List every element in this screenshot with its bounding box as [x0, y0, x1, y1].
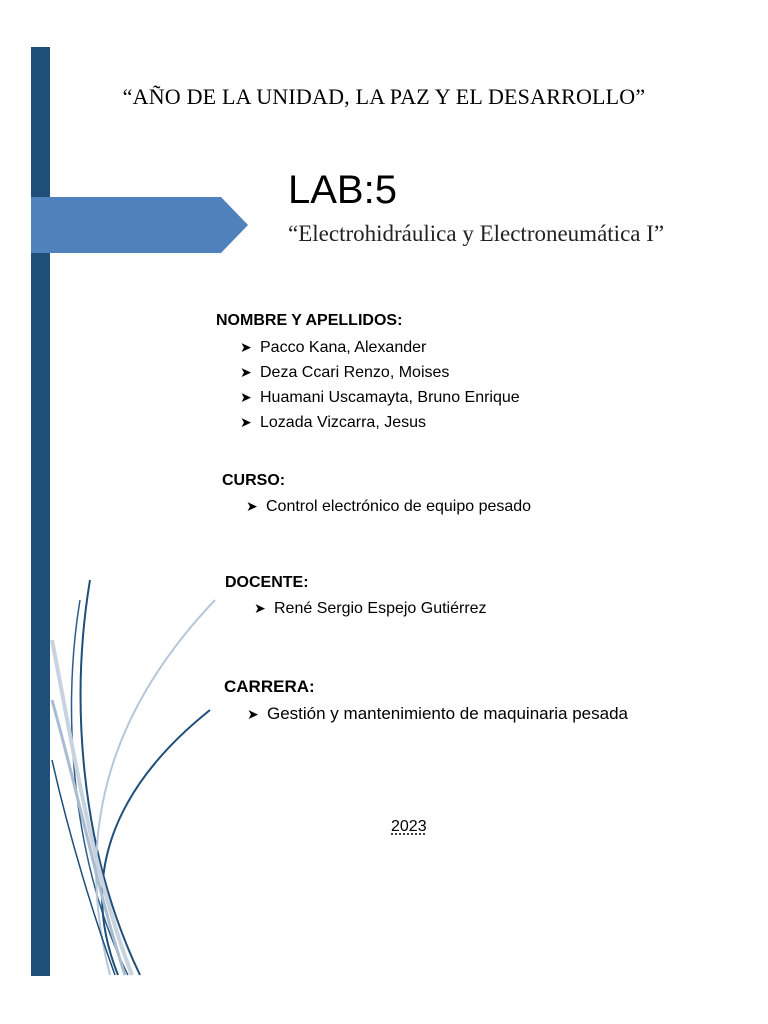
career-list: [247, 701, 628, 726]
lab-title: LAB:5: [288, 168, 397, 212]
curve-line: [52, 760, 115, 975]
arrowhead-bullet-icon: ➤: [240, 339, 252, 355]
arrowhead-bullet-icon: ➤: [247, 706, 259, 722]
list-item: [254, 596, 487, 621]
student-name: Deza Ccari Renzo, Moises: [260, 364, 450, 381]
decorative-side-bar: [31, 47, 50, 976]
list-item: [240, 385, 520, 410]
teacher-name: René Sergio Espejo Gutiérrez: [274, 600, 487, 617]
list-item: [240, 360, 520, 385]
arrowhead-bullet-icon: ➤: [240, 414, 252, 430]
lab-subtitle: “Electrohidráulica y Electroneumática I”: [288, 221, 665, 246]
decorative-arrow-banner: [31, 197, 248, 253]
curve-line: [52, 700, 125, 975]
course-list: [246, 494, 531, 519]
list-item: [247, 701, 628, 726]
student-name: Pacco Kana, Alexander: [260, 339, 427, 356]
arrowhead-bullet-icon: ➤: [246, 498, 258, 514]
career-name: Gestión y mantenimiento de maquinaria pesada: [267, 704, 628, 723]
curve-line: [52, 640, 132, 975]
list-item: [240, 335, 520, 360]
students-list: [240, 335, 520, 435]
list-item: [240, 410, 520, 435]
arrowhead-bullet-icon: ➤: [240, 364, 252, 380]
arrowhead-bullet-icon: ➤: [240, 389, 252, 405]
year: 2023: [391, 818, 427, 835]
students-label: NOMBRE Y APELLIDOS:: [216, 312, 403, 329]
curve-line: [102, 710, 210, 975]
teacher-label: DOCENTE:: [225, 574, 309, 591]
arrowhead-bullet-icon: ➤: [254, 600, 266, 616]
curve-line: [71, 600, 128, 975]
year-motto: “AÑO DE LA UNIDAD, LA PAZ Y EL DESARROLLO”: [122, 84, 646, 109]
curve-line: [81, 580, 140, 975]
course-label: CURSO:: [222, 472, 286, 489]
course-name: Control electrónico de equipo pesado: [266, 498, 532, 515]
teacher-list: [254, 596, 487, 621]
list-item: [246, 494, 531, 519]
career-label: CARRERA:: [224, 677, 315, 696]
curve-line: [96, 600, 215, 975]
student-name: Lozada Vizcarra, Jesus: [260, 414, 427, 431]
student-name: Huamani Uscamayta, Bruno Enrique: [260, 389, 520, 406]
